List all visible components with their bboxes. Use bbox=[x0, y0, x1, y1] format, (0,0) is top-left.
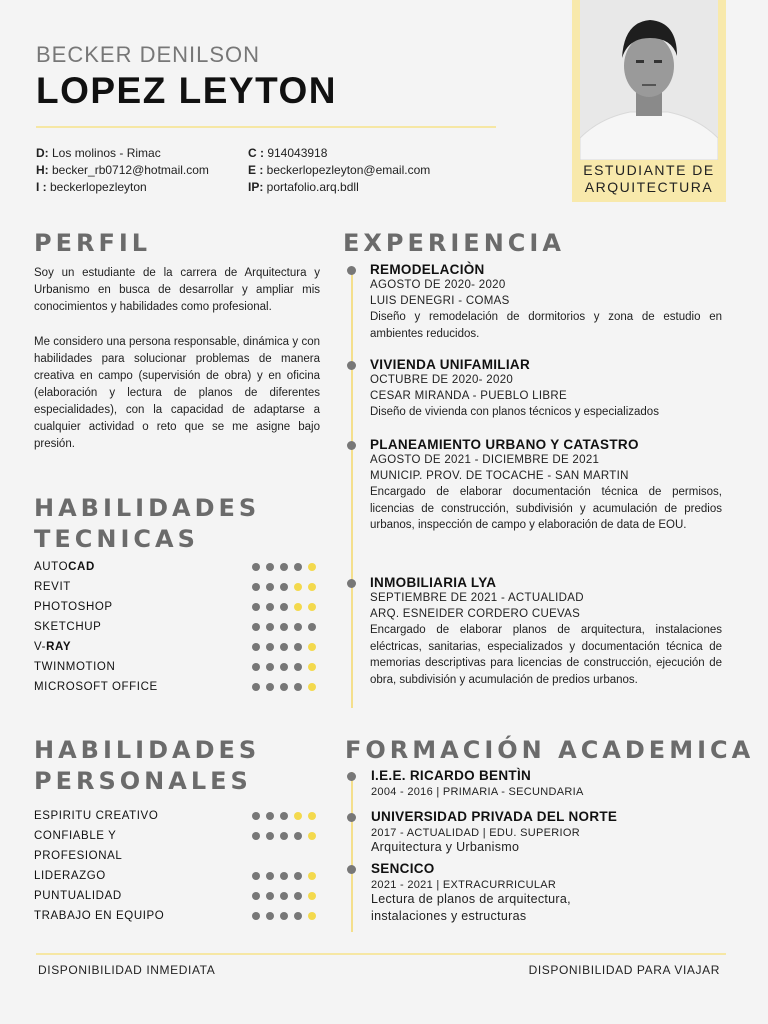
instagram-value: beckerlopezleyton bbox=[46, 180, 147, 194]
personal-skill-row bbox=[34, 806, 320, 826]
skill-dot-filled bbox=[280, 643, 288, 651]
technical-skills-list bbox=[34, 557, 320, 697]
skill-dot-filled bbox=[294, 563, 302, 571]
skill-dot-filled bbox=[252, 643, 260, 651]
tecnicas-heading-line-2: TECNICAS bbox=[34, 525, 199, 553]
experience-description: Diseño y remodelación de dormitorios y zona de estudio en ambientes reducidos. bbox=[370, 311, 722, 340]
skill-dot-empty bbox=[308, 603, 316, 611]
portfolio-label: IP: bbox=[248, 180, 264, 194]
experience-dates: OCTUBRE DE 2020- 2020 bbox=[370, 374, 514, 386]
first-name: BECKER DENILSON bbox=[36, 42, 261, 67]
skill-level-dots bbox=[252, 603, 316, 611]
perfil-paragraph-1: Soy un estudiante de la carrera de Arquitectura y Urbanismo en busca de desarrollar y ampliar mis conocimientos y habilidades como profesional. bbox=[34, 267, 320, 313]
instagram-label: I : bbox=[36, 180, 47, 194]
skill-dot-filled bbox=[252, 583, 260, 591]
contact-right bbox=[248, 145, 430, 196]
skill-label-text: MICROSOFT OFFICE bbox=[34, 681, 158, 693]
skill-dot-filled bbox=[252, 812, 260, 820]
personales-heading bbox=[34, 735, 260, 797]
education-timeline bbox=[351, 772, 353, 932]
personal-skill-row bbox=[34, 846, 320, 866]
footer-availability-immediate: DISPONIBILIDAD INMEDIATA bbox=[38, 963, 216, 977]
skill-dot-filled bbox=[266, 623, 274, 631]
skill-dot-empty bbox=[308, 583, 316, 591]
skill-dot-filled bbox=[266, 563, 274, 571]
education-detail: Arquitectura y Urbanismo bbox=[371, 840, 520, 854]
role-line-1: ESTUDIANTE DE bbox=[583, 162, 715, 178]
education-dates: 2017 - ACTUALIDAD | EDU. SUPERIOR bbox=[371, 827, 580, 839]
skill-dot-filled bbox=[252, 623, 260, 631]
skill-level-dots bbox=[252, 663, 316, 671]
skill-dot-empty bbox=[294, 603, 302, 611]
skill-dot-empty bbox=[308, 892, 316, 900]
timeline-dot bbox=[347, 813, 356, 822]
timeline-dot bbox=[347, 266, 356, 275]
personales-heading-line-1: HABILIDADES bbox=[34, 736, 261, 764]
skill-dot-filled bbox=[266, 683, 274, 691]
technical-skill-row bbox=[34, 657, 320, 677]
technical-skill-row bbox=[34, 597, 320, 617]
education-detail: Lectura de planos de arquitectura, bbox=[371, 892, 571, 906]
experience-title: REMODELACIÒN bbox=[370, 262, 485, 277]
education-dates: 2021 - 2021 | EXTRACURRICULAR bbox=[371, 879, 557, 891]
personales-heading-line-2: PERSONALES bbox=[34, 767, 252, 795]
personal-skill-label: CONFIABLE Y bbox=[34, 830, 117, 842]
education-detail: instalaciones y estructuras bbox=[371, 909, 527, 923]
skill-dot-filled bbox=[294, 892, 302, 900]
technical-skill-label bbox=[34, 657, 115, 677]
skill-dot-filled bbox=[266, 663, 274, 671]
experience-dates: AGOSTO DE 2021 - DICIEMBRE DE 2021 bbox=[370, 454, 600, 466]
technical-skill-label bbox=[34, 557, 95, 577]
timeline-dot bbox=[347, 772, 356, 781]
skill-dot-filled bbox=[308, 623, 316, 631]
portfolio-value: portafolio.arq.bdll bbox=[263, 180, 359, 194]
skill-dot-empty bbox=[308, 872, 316, 880]
skill-dot-filled bbox=[266, 872, 274, 880]
skill-level-dots bbox=[252, 832, 316, 840]
hotmail-value: becker_rb0712@hotmail.com bbox=[48, 163, 209, 177]
personal-skills-list bbox=[34, 806, 320, 926]
personal-skill-row bbox=[34, 826, 320, 846]
technical-skill-label bbox=[34, 577, 71, 597]
experience-employer: MUNICIP. PROV. DE TOCACHE - SAN MARTIN bbox=[370, 470, 629, 482]
footer-availability-travel: DISPONIBILIDAD PARA VIAJAR bbox=[528, 963, 720, 977]
name-divider bbox=[36, 126, 496, 128]
experience-description: Diseño de vivienda con planos técnicos y especializados bbox=[370, 406, 659, 418]
skill-dot-empty bbox=[308, 643, 316, 651]
skill-level-dots bbox=[252, 583, 316, 591]
technical-skill-row bbox=[34, 557, 320, 577]
skill-level-dots bbox=[252, 563, 316, 571]
last-name: LOPEZ LEYTON bbox=[36, 70, 338, 111]
skill-dot-filled bbox=[280, 832, 288, 840]
skill-dot-empty bbox=[308, 832, 316, 840]
experience-description: Encargado de elaborar documentación técnica de permisos, licencias de construcción, subdivisión y acumulación de predios urbanos, inspección de campo y elaboración de data de EOU. bbox=[370, 486, 722, 531]
skill-dot-filled bbox=[280, 892, 288, 900]
skill-dot-filled bbox=[266, 583, 274, 591]
skill-dot-filled bbox=[252, 683, 260, 691]
skill-level-dots bbox=[252, 623, 316, 631]
experience-title: INMOBILIARIA LYA bbox=[370, 575, 497, 590]
skill-dot-filled bbox=[266, 912, 274, 920]
skill-dot-empty bbox=[308, 812, 316, 820]
technical-skill-label bbox=[34, 617, 101, 637]
experience-employer: LUIS DENEGRI - COMAS bbox=[370, 295, 510, 307]
timeline-dot bbox=[347, 441, 356, 450]
personal-skill-label: ESPIRITU CREATIVO bbox=[34, 810, 159, 822]
email-label: E : bbox=[248, 163, 264, 177]
skill-dot-filled bbox=[266, 832, 274, 840]
experiencia-heading: EXPERIENCIA bbox=[343, 229, 565, 257]
skill-dot-empty bbox=[294, 812, 302, 820]
address-value: Los molinos - Rimac bbox=[48, 146, 161, 160]
skill-dot-filled bbox=[280, 912, 288, 920]
skill-dot-filled bbox=[266, 812, 274, 820]
skill-dot-filled bbox=[252, 872, 260, 880]
personal-skill-row bbox=[34, 886, 320, 906]
role-title bbox=[572, 162, 726, 196]
experience-dates: SEPTIEMBRE DE 2021 - ACTUALIDAD bbox=[370, 592, 584, 604]
experience-title: PLANEAMIENTO URBANO Y CATASTRO bbox=[370, 437, 639, 452]
experience-employer: ARQ. ESNEIDER CORDERO CUEVAS bbox=[370, 608, 581, 620]
personal-skill-row bbox=[34, 866, 320, 886]
skill-dot-filled bbox=[294, 912, 302, 920]
role-line-2: ARQUITECTURA bbox=[584, 179, 714, 195]
education-title: I.E.E. RICARDO BENTÌN bbox=[371, 768, 532, 783]
skill-dot-filled bbox=[252, 563, 260, 571]
personal-skill-label: LIDERAZGO bbox=[34, 870, 106, 882]
skill-dot-filled bbox=[266, 603, 274, 611]
hotmail-label: H: bbox=[36, 163, 49, 177]
skill-dot-filled bbox=[266, 892, 274, 900]
contact-left bbox=[36, 145, 209, 196]
skill-dot-empty bbox=[308, 563, 316, 571]
personal-skill-label: PROFESIONAL bbox=[34, 850, 123, 862]
skill-dot-empty bbox=[308, 683, 316, 691]
experience-title: VIVIENDA UNIFAMILIAR bbox=[370, 357, 531, 372]
personal-skill-row bbox=[34, 906, 320, 926]
skill-level-dots bbox=[252, 912, 316, 920]
technical-skill-label bbox=[34, 677, 158, 697]
skill-dot-filled bbox=[280, 812, 288, 820]
education-dates: 2004 - 2016 | PRIMARIA - SECUNDARIA bbox=[371, 786, 584, 798]
perfil-paragraph-2: Me considero una persona responsable, dinámica y con habilidades para solucionar problemas de manera creativa en campo (supervisión de obra) y en oficina (elaboración y lectura de planos de diferentes especialidades), con la capacidad de adaptarse a cualquier actividad o reto que se me asigne bajo presión. bbox=[34, 336, 320, 450]
education-title: UNIVERSIDAD PRIVADA DEL NORTE bbox=[371, 809, 618, 824]
skill-dot-filled bbox=[252, 663, 260, 671]
experience-description: Encargado de elaborar planos de arquitectura, instalaciones eléctricas, sanitarias, especializados y documentación técnica de memorias descriptivas para licencias de construcción, ejecución de obra, subdivisión y acumulación de predios urbanos. bbox=[370, 624, 722, 686]
phone-label: C : bbox=[248, 146, 264, 160]
skill-label-text: REVIT bbox=[34, 581, 71, 593]
skill-dot-filled bbox=[294, 663, 302, 671]
skill-label-text: V- bbox=[34, 641, 47, 653]
skill-dot-filled bbox=[294, 683, 302, 691]
skill-dot-filled bbox=[294, 872, 302, 880]
timeline-dot bbox=[347, 579, 356, 588]
skill-dot-filled bbox=[280, 583, 288, 591]
technical-skill-row bbox=[34, 637, 320, 657]
personal-skill-label: TRABAJO EN EQUIPO bbox=[34, 910, 165, 922]
skill-dot-filled bbox=[252, 912, 260, 920]
tecnicas-heading bbox=[34, 493, 260, 555]
skill-level-dots bbox=[252, 643, 316, 651]
technical-skill-label bbox=[34, 637, 71, 657]
skill-label-text: PHOTOSHOP bbox=[34, 601, 113, 613]
skill-dot-empty bbox=[308, 912, 316, 920]
address-label: D: bbox=[36, 146, 49, 160]
technical-skill-row bbox=[34, 677, 320, 697]
phone-value: 914043918 bbox=[264, 146, 328, 160]
tecnicas-heading-line-1: HABILIDADES bbox=[34, 494, 261, 522]
skill-dot-filled bbox=[252, 603, 260, 611]
skill-dot-empty bbox=[294, 583, 302, 591]
skill-dot-filled bbox=[294, 623, 302, 631]
skill-label-text: SKETCHUP bbox=[34, 621, 102, 633]
technical-skill-label bbox=[34, 597, 113, 617]
experience-employer: CESAR MIRANDA - PUEBLO LIBRE bbox=[370, 390, 567, 402]
skill-dot-filled bbox=[294, 832, 302, 840]
skill-dot-filled bbox=[280, 563, 288, 571]
education-title: SENCICO bbox=[371, 861, 435, 876]
timeline-dot bbox=[347, 361, 356, 370]
skill-dot-filled bbox=[280, 663, 288, 671]
experience-dates: AGOSTO DE 2020- 2020 bbox=[370, 279, 506, 291]
skill-dot-filled bbox=[280, 683, 288, 691]
technical-skill-row bbox=[34, 617, 320, 637]
skill-label-text: TWINMOTION bbox=[34, 661, 116, 673]
experience-timeline bbox=[351, 268, 353, 708]
skill-dot-filled bbox=[280, 623, 288, 631]
skill-label-bold: RAY bbox=[46, 641, 72, 653]
skill-level-dots bbox=[252, 872, 316, 880]
skill-dot-filled bbox=[280, 872, 288, 880]
skill-label-text: AUTO bbox=[34, 561, 69, 573]
email-value: beckerlopezleyton@email.com bbox=[263, 163, 431, 177]
technical-skill-row bbox=[34, 577, 320, 597]
skill-dot-filled bbox=[280, 603, 288, 611]
skill-level-dots bbox=[252, 812, 316, 820]
skill-level-dots bbox=[252, 892, 316, 900]
skill-dot-empty bbox=[308, 663, 316, 671]
skill-dot-filled bbox=[294, 643, 302, 651]
skill-dot-filled bbox=[266, 643, 274, 651]
skill-dot-filled bbox=[252, 832, 260, 840]
perfil-heading: PERFIL bbox=[34, 229, 152, 257]
skill-label-bold: CAD bbox=[68, 561, 95, 573]
profile-photo bbox=[580, 0, 718, 160]
footer-divider bbox=[36, 953, 726, 955]
skill-dot-filled bbox=[252, 892, 260, 900]
skill-level-dots bbox=[252, 683, 316, 691]
timeline-dot bbox=[347, 865, 356, 874]
personal-skill-label: PUNTUALIDAD bbox=[34, 890, 122, 902]
formacion-heading: FORMACIÓN ACADEMICA bbox=[345, 736, 755, 764]
